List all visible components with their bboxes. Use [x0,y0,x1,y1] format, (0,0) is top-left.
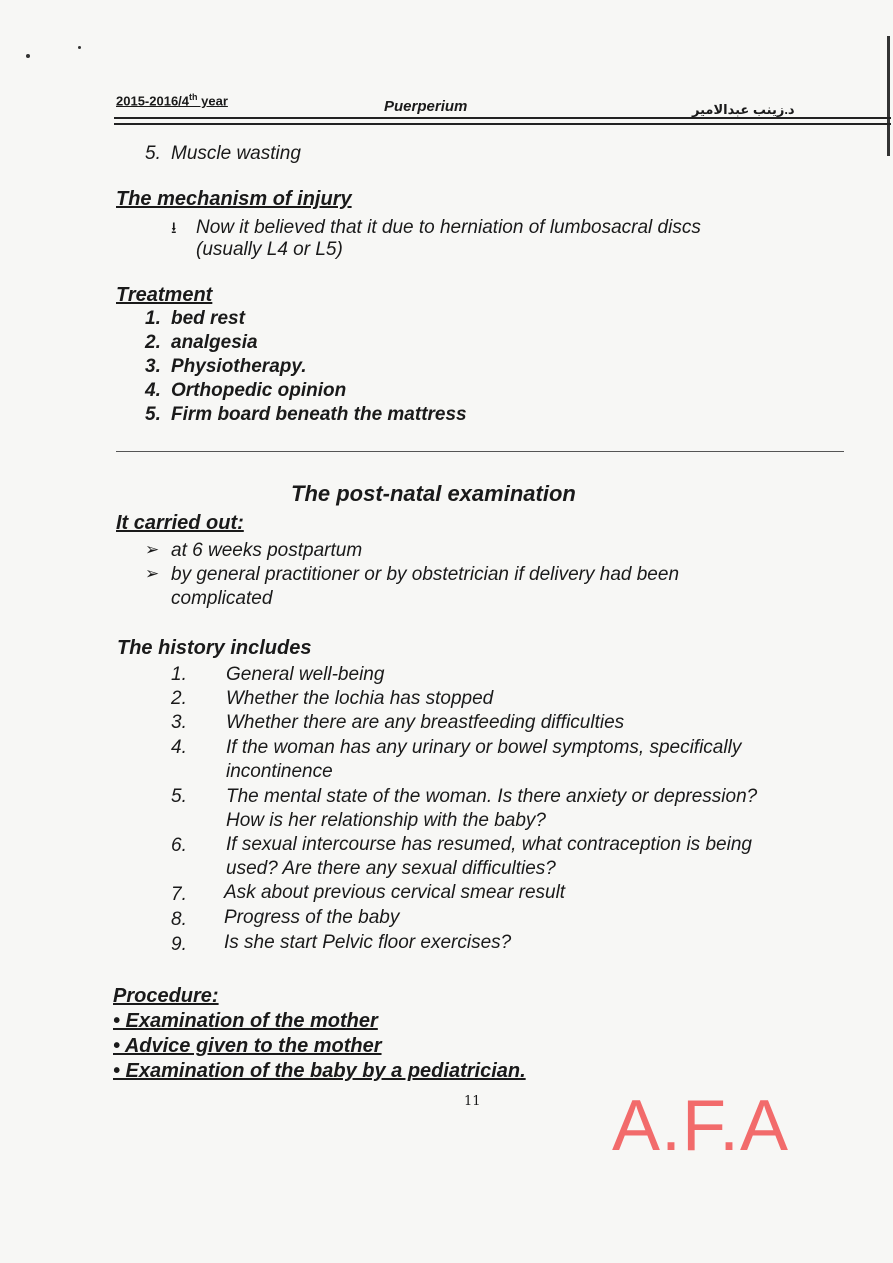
carried-out-item: by general practitioner or by obstetrician if delivery had been [171,564,680,585]
history-item: If sexual intercourse has resumed, what contraception is being [226,834,752,855]
procedure-item: • Examination of the baby by a pediatrician. [113,1060,526,1082]
header-rule [114,123,891,125]
treatment-item: analgesia [171,332,258,353]
history-number: 7. [171,884,187,905]
watermark: A.F.A [612,1086,790,1166]
history-item: Whether there are any breastfeeding difficulties [226,712,625,733]
history-item: Whether the lochia has stopped [226,688,494,709]
arrow-bullet-icon: ➢ [145,564,160,583]
treatment-number: 3. [145,356,161,377]
history-item: Is she start Pelvic floor exercises? [224,932,512,953]
section-heading-mechanism: The mechanism of injury [116,188,352,210]
carried-out-item: at 6 weeks postpartum [171,540,363,561]
history-item-cont: used? Are there any sexual difficulties? [226,858,556,879]
treatment-number: 4. [145,380,161,401]
carried-out-item-cont: complicated [171,588,273,609]
history-number: 9. [171,934,187,955]
page-number: 11 [464,1094,481,1109]
header-title: Puerperium [384,98,468,115]
history-number: 3. [171,712,187,733]
list-item-text: Muscle wasting [171,143,301,164]
history-number: 4. [171,737,187,758]
history-heading: The history includes [117,637,312,659]
section-divider [116,451,844,452]
history-item: The mental state of the woman. Is there anxiety or depression? [226,786,758,807]
treatment-item: Physiotherapy. [171,356,307,377]
arrow-bullet-icon: ➢ [145,540,160,559]
history-item: If the woman has any urinary or bowel symptoms, specifically [226,737,742,758]
history-number: 1. [171,664,187,685]
mechanism-line-2: (usually L4 or L5) [196,239,343,260]
treatment-number: 5. [145,404,161,425]
treatment-item: bed rest [171,308,245,329]
treatment-item: Orthopedic opinion [171,380,347,401]
header-year: 2015-2016/4th year [116,92,228,109]
scan-speck [78,46,81,49]
page-edge-shadow [887,36,890,156]
carried-out-heading: It carried out: [116,512,244,534]
treatment-number: 1. [145,308,161,329]
section-heading-treatment: Treatment [116,284,213,306]
history-number: 2. [171,688,187,709]
arrow-down-icon: ⭳ [171,220,177,237]
postnatal-title: The post-natal examination [291,481,576,506]
header-author: د.زينب عبدالامير [692,102,795,117]
history-number: 5. [171,786,187,807]
procedure-heading: Procedure: [113,985,219,1007]
history-item-cont: incontinence [226,761,333,782]
treatment-item: Firm board beneath the mattress [171,404,467,425]
history-item-cont: How is her relationship with the baby? [226,810,547,831]
history-item: Progress of the baby [224,907,400,928]
treatment-number: 2. [145,332,161,353]
scan-speck [26,54,30,58]
history-number: 8. [171,909,187,930]
procedure-item: • Advice given to the mother [113,1035,382,1057]
history-item: General well-being [226,664,385,685]
procedure-item: • Examination of the mother [113,1010,378,1032]
header-rule [114,117,891,119]
list-item-number: 5. [145,143,161,164]
history-item: Ask about previous cervical smear result [224,882,566,903]
mechanism-line-1: Now it believed that it due to herniation of lumbosacral discs [196,217,701,238]
history-number: 6. [171,835,187,856]
